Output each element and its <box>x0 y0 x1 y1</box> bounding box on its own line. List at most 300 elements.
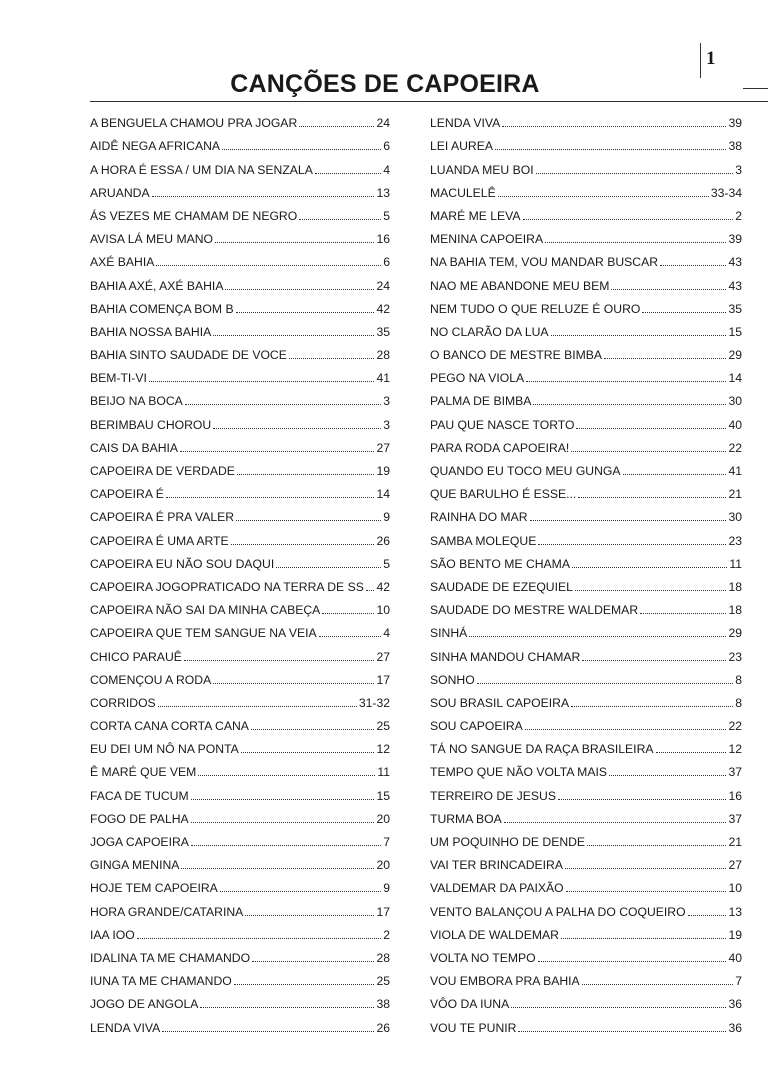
dot-leader <box>166 497 375 498</box>
song-title: VOU TE PUNIR <box>430 1020 517 1035</box>
index-entry <box>90 362 390 385</box>
index-entry <box>90 571 390 594</box>
dot-leader <box>213 428 381 429</box>
index-entry <box>430 617 742 640</box>
page-ref: 2 <box>735 208 742 223</box>
song-title: JOGA CAPOEIRA <box>90 835 189 849</box>
page-ref: 28 <box>376 348 390 363</box>
page-ref: 14 <box>376 487 390 502</box>
song-title: A HORA É ESSA / UM DIA NA SENZALA <box>90 162 313 177</box>
dot-leader <box>299 219 381 220</box>
song-title: SAUDADE DO MESTRE WALDEMAR <box>430 603 639 618</box>
dot-leader <box>561 938 727 939</box>
page-ref: 42 <box>376 301 390 316</box>
song-title: FACA DE TUCUM <box>90 788 189 803</box>
page-ref: 42 <box>376 579 390 594</box>
dot-leader <box>533 404 726 405</box>
index-entry <box>430 571 742 594</box>
index-entry <box>430 107 742 130</box>
dot-leader <box>572 567 727 568</box>
song-title: NEM TUDO O QUE RELUZE É OURO <box>430 301 641 316</box>
song-title: BERIMBAU CHOROU <box>90 417 212 432</box>
song-title: ÁS VEZES ME CHAMAM DE NEGRO <box>90 208 298 223</box>
song-title: AXÉ BAHIA <box>90 255 155 270</box>
dot-leader <box>604 358 726 359</box>
song-title: PEGO NA VIOLA <box>430 371 525 386</box>
index-entry <box>430 223 742 246</box>
index-entry <box>430 919 742 942</box>
index-entry <box>430 640 742 663</box>
song-title: VOLTA NO TEMPO <box>430 950 536 965</box>
song-title: QUE BARULHO É ESSE... <box>430 487 577 502</box>
index-entry <box>430 339 742 362</box>
song-title: BAHIA NOSSA BAHIA <box>90 324 212 339</box>
song-title: A BENGUELA CHAMOU PRA JOGAR <box>90 116 298 131</box>
page-ref: 40 <box>728 950 742 965</box>
song-title: CAPOEIRA É PRA VALER <box>90 510 235 525</box>
song-title: O BANCO DE MESTRE BIMBA <box>430 348 603 363</box>
song-title: AIDÊ NEGA AFRICANA <box>90 139 221 154</box>
song-title: HORA GRANDE/CATARINA <box>90 904 244 919</box>
song-title: SONHO <box>430 672 475 687</box>
page-ref: 7 <box>383 835 390 849</box>
dot-leader <box>575 590 727 591</box>
song-title: SAUDADE DE EZEQUIEL <box>430 579 573 594</box>
song-title: SOU CAPOEIRA <box>430 719 523 734</box>
dot-leader <box>525 729 727 730</box>
dot-leader <box>225 289 374 290</box>
index-entry <box>430 269 742 292</box>
dot-leader <box>222 149 381 150</box>
index-entry <box>90 849 390 872</box>
index-entry <box>430 501 742 524</box>
page-number-rule <box>743 88 768 89</box>
index-entry <box>90 895 390 918</box>
page-ref: 39 <box>728 116 742 131</box>
page-ref: 36 <box>728 997 742 1012</box>
song-title: VOU EMBORA PRA BAHIA <box>430 974 580 989</box>
dot-leader <box>162 1031 374 1032</box>
index-entry <box>90 640 390 663</box>
index-entry <box>90 617 390 640</box>
page-ref: 10 <box>376 603 390 618</box>
index-column-right <box>430 107 742 1035</box>
song-title: TEMPO QUE NÃO VOLTA MAIS <box>430 765 607 780</box>
page-ref: 27 <box>376 440 390 455</box>
dot-leader <box>498 196 709 197</box>
page-ref: 37 <box>728 765 742 780</box>
page-ref: 23 <box>728 649 742 664</box>
song-title: PAU QUE NASCE TORTO <box>430 417 575 432</box>
song-title: CORTA CANA CORTA CANA <box>90 719 249 734</box>
song-title: LEI AUREA <box>430 139 493 154</box>
dot-leader <box>191 822 375 823</box>
song-title: MARÉ ME LEVA <box>430 208 521 223</box>
index-entry <box>90 385 390 408</box>
dot-leader <box>213 335 374 336</box>
song-title: TÁ NO SANGUE DA RAÇA BRASILEIRA <box>430 742 654 757</box>
page-ref: 21 <box>728 835 742 849</box>
dot-leader <box>220 891 381 892</box>
dot-leader <box>156 265 381 266</box>
dot-leader <box>185 404 381 405</box>
index-entry <box>430 385 742 408</box>
page-ref: 29 <box>728 626 742 641</box>
song-title: RAINHA DO MAR <box>430 510 528 525</box>
dot-leader <box>469 636 726 637</box>
page-ref: 13 <box>728 904 742 919</box>
page-ref: 25 <box>376 974 390 989</box>
song-title: SOU BRASIL CAPOEIRA <box>430 695 570 710</box>
song-title: MACULELÊ <box>430 185 496 200</box>
page-ref: 27 <box>376 649 390 664</box>
song-title: HOJE TEM CAPOEIRA <box>90 881 218 896</box>
index-column-left <box>90 107 390 1035</box>
index-entry <box>430 756 742 779</box>
dot-leader <box>181 868 374 869</box>
page-ref: 17 <box>376 672 390 687</box>
index-entry <box>90 524 390 547</box>
dot-leader <box>315 173 381 174</box>
dot-leader <box>477 683 734 684</box>
dot-leader <box>538 961 727 962</box>
page-ref: 28 <box>376 950 390 965</box>
index-entry <box>90 269 390 292</box>
song-title: UM POQUINHO DE DENDE <box>430 835 586 849</box>
song-title: CAPOEIRA JOGOPRATICADO NA TERRA DE SS <box>90 579 364 594</box>
dot-leader <box>191 845 381 846</box>
song-title: TERREIRO DE JESUS <box>430 788 556 803</box>
page-ref: 23 <box>728 533 742 548</box>
dot-leader <box>276 567 381 568</box>
page-ref: 8 <box>735 695 742 710</box>
page-ref: 22 <box>728 719 742 734</box>
song-title: CAPOEIRA É <box>90 487 164 502</box>
index-entry <box>430 432 742 455</box>
dot-leader <box>299 126 374 127</box>
song-title: SINHA MANDOU CHAMAR <box>430 649 581 664</box>
page-ref: 10 <box>728 881 742 896</box>
index-entry <box>90 826 390 849</box>
index-entry <box>90 153 390 176</box>
dot-leader <box>530 520 727 521</box>
index-entry <box>90 130 390 153</box>
index-entry <box>430 177 742 200</box>
dot-leader <box>538 544 726 545</box>
dot-leader <box>536 173 734 174</box>
index-entry <box>430 849 742 872</box>
song-title: VENTO BALANÇOU A PALHA DO COQUEIRO <box>430 904 686 919</box>
index-entry <box>90 246 390 269</box>
dot-leader <box>137 938 382 939</box>
song-title: SAMBA MOLEQUE <box>430 533 537 548</box>
dot-leader <box>289 358 375 359</box>
song-title: NO CLARÃO DA LUA <box>430 324 549 339</box>
page-ref: 6 <box>383 255 390 270</box>
page-ref: 16 <box>376 232 390 247</box>
song-title: IAA IOO <box>90 927 135 942</box>
page-ref: 30 <box>728 510 742 525</box>
song-title: CHICO PARAUÊ <box>90 649 182 664</box>
index-entry <box>90 756 390 779</box>
song-title: AVISA LÁ MEU MANO <box>90 232 214 247</box>
page-ref: 18 <box>728 579 742 594</box>
song-title: LUANDA MEU BOI <box>430 162 534 177</box>
page-ref: 33-34 <box>710 185 742 200</box>
song-title: NA BAHIA TEM, VOU MANDAR BUSCAR <box>430 255 658 270</box>
dot-leader <box>587 845 726 846</box>
song-title: IUNA TA ME CHAMANDO <box>90 974 232 989</box>
index-entry <box>430 153 742 176</box>
dot-leader <box>322 613 374 614</box>
index-entry <box>90 501 390 524</box>
index-entry <box>430 1011 742 1034</box>
index-entry <box>430 455 742 478</box>
page-ref: 15 <box>728 324 742 339</box>
index-entry <box>90 200 390 223</box>
page-ref: 9 <box>383 881 390 896</box>
dot-leader <box>565 868 726 869</box>
index-entry <box>90 316 390 339</box>
index-entry <box>430 664 742 687</box>
dot-leader <box>518 1031 726 1032</box>
page-ref: 15 <box>376 788 390 803</box>
index-entry <box>90 1011 390 1034</box>
page-ref: 39 <box>728 232 742 247</box>
index-entry <box>90 919 390 942</box>
page-ref: 41 <box>376 371 390 386</box>
index-entry <box>430 803 742 826</box>
page-ref: 41 <box>728 464 742 478</box>
page-ref: 9 <box>383 510 390 525</box>
index-entry <box>90 988 390 1011</box>
song-title: CAPOEIRA QUE TEM SANGUE NA VEIA <box>90 626 317 641</box>
page-ref: 16 <box>728 788 742 803</box>
index-entry <box>430 594 742 617</box>
index-entry <box>90 177 390 200</box>
dot-leader <box>640 613 726 614</box>
index-entry <box>430 942 742 965</box>
song-title: BAHIA COMENÇA BOM B <box>90 301 234 316</box>
song-title: IDALINA TA ME CHAMANDO <box>90 950 251 965</box>
page-ref: 3 <box>735 162 742 177</box>
index-entry <box>90 478 390 501</box>
dot-leader <box>523 219 734 220</box>
song-title: JOGO DE ANGOLA <box>90 997 199 1012</box>
page-ref: 24 <box>376 278 390 293</box>
dot-leader <box>576 428 726 429</box>
dot-leader <box>526 381 726 382</box>
song-title: BAHIA AXÉ, AXÉ BAHIA <box>90 278 224 293</box>
song-title: CAPOEIRA DE VERDADE <box>90 464 235 478</box>
index-entry <box>430 988 742 1011</box>
dot-leader <box>198 775 375 776</box>
page-ref: 12 <box>376 742 390 757</box>
page-ref: 8 <box>735 672 742 687</box>
dot-leader <box>656 752 727 753</box>
page-ref: 21 <box>728 487 742 502</box>
dot-leader <box>545 242 726 243</box>
page-ref: 17 <box>376 904 390 919</box>
page-ref: 13 <box>376 185 390 200</box>
dot-leader <box>200 1007 374 1008</box>
index-entry <box>430 826 742 849</box>
dot-leader <box>688 915 727 916</box>
page-ref: 37 <box>728 811 742 826</box>
page-ref: 7 <box>735 974 742 989</box>
song-title: PARA RODA CAPOEIRA! <box>430 440 570 455</box>
dot-leader <box>609 775 726 776</box>
page-ref: 31-32 <box>358 695 390 710</box>
page-ref: 12 <box>728 742 742 757</box>
page-ref: 25 <box>376 719 390 734</box>
song-title: VÔO DA IUNA <box>430 997 510 1012</box>
index-entry <box>90 408 390 431</box>
page-ref: 24 <box>376 116 390 131</box>
dot-leader <box>245 915 374 916</box>
dot-leader <box>237 474 375 475</box>
index-entry <box>90 733 390 756</box>
page-ref: 5 <box>383 208 390 223</box>
page-ref: 38 <box>728 139 742 154</box>
page-ref: 35 <box>728 301 742 316</box>
index-entry <box>90 548 390 571</box>
dot-leader <box>571 451 726 452</box>
title-underline <box>90 101 768 102</box>
index-entry <box>90 965 390 988</box>
index-entry <box>430 895 742 918</box>
song-title: Ê MARÉ QUE VEM <box>90 765 197 780</box>
index-entry <box>430 710 742 733</box>
dot-leader <box>623 474 727 475</box>
song-title: ARUANDA <box>90 185 150 200</box>
dot-leader <box>582 984 734 985</box>
index-entry <box>430 478 742 501</box>
song-title: BEIJO NA BOCA <box>90 394 183 409</box>
song-title: COMENÇOU A RODA <box>90 672 212 687</box>
page-number-divider <box>700 43 701 78</box>
song-title: FOGO DE PALHA <box>90 811 189 826</box>
index-entry <box>430 548 742 571</box>
song-title: BEM-TI-VI <box>90 371 147 386</box>
page-ref: 40 <box>728 417 742 432</box>
dot-leader <box>495 149 726 150</box>
song-title: BAHIA SINTO SAUDADE DE VOCE <box>90 348 287 363</box>
song-title: CAPOEIRA NÃO SAI DA MINHA CABEÇA <box>90 603 321 618</box>
dot-leader <box>158 706 357 707</box>
page-ref: 35 <box>376 324 390 339</box>
song-title: CORRIDOS <box>90 695 156 710</box>
dot-leader <box>571 706 733 707</box>
dot-leader <box>191 799 375 800</box>
index-entry <box>430 316 742 339</box>
index-entry <box>90 293 390 316</box>
dot-leader <box>215 242 374 243</box>
dot-leader <box>234 984 375 985</box>
dot-leader <box>511 1007 726 1008</box>
dot-leader <box>558 799 726 800</box>
index-entry <box>90 455 390 478</box>
page-ref: 3 <box>383 394 390 409</box>
index-entry <box>90 872 390 895</box>
index-entry <box>90 942 390 965</box>
dot-leader <box>319 636 382 637</box>
song-title: SINHÁ <box>430 626 468 641</box>
song-title: VIOLA DE WALDEMAR <box>430 927 559 942</box>
page-ref: 6 <box>383 139 390 154</box>
page-ref: 3 <box>383 417 390 432</box>
page-ref: 20 <box>376 858 390 873</box>
index-entry <box>90 779 390 802</box>
page-ref: 22 <box>728 440 742 455</box>
page-ref: 14 <box>728 371 742 386</box>
index-entry <box>430 965 742 988</box>
index-entry <box>430 293 742 316</box>
index-entry <box>90 664 390 687</box>
song-title: CAPOEIRA É UMA ARTE <box>90 533 229 548</box>
index-entry <box>430 872 742 895</box>
index-entry <box>430 687 742 710</box>
song-title: VALDEMAR DA PAIXÃO <box>430 881 564 896</box>
page-ref: 4 <box>383 162 390 177</box>
song-title: TURMA BOA <box>430 811 502 826</box>
dot-leader <box>152 196 375 197</box>
page-ref: 19 <box>376 464 390 478</box>
dot-leader <box>149 381 375 382</box>
page-ref: 11 <box>377 765 390 780</box>
dot-leader <box>236 312 375 313</box>
dot-leader <box>180 451 374 452</box>
index-entry <box>430 408 742 431</box>
page-title: CANÇÕES DE CAPOEIRA <box>230 70 540 98</box>
song-title: QUANDO EU TOCO MEU GUNGA <box>430 464 621 478</box>
index-entry <box>430 779 742 802</box>
index-entry <box>90 687 390 710</box>
index-entry <box>430 733 742 756</box>
page-ref: 27 <box>728 858 742 873</box>
dot-leader <box>236 520 381 521</box>
song-title: VAI TER BRINCADEIRA <box>430 858 563 873</box>
song-title: PALMA DE BIMBA <box>430 394 532 409</box>
song-title: NAO ME ABANDONE MEU BEM <box>430 278 610 293</box>
page-ref: 18 <box>728 603 742 618</box>
song-title: EU DEI UM NÔ NA PONTA <box>90 742 239 757</box>
page-ref: 20 <box>376 811 390 826</box>
dot-leader <box>252 961 374 962</box>
dot-leader <box>251 729 375 730</box>
page-ref: 26 <box>376 533 390 548</box>
song-title: MENINA CAPOEIRA <box>430 232 544 247</box>
page-ref: 11 <box>729 556 742 571</box>
dot-leader <box>184 660 375 661</box>
dot-leader <box>566 891 727 892</box>
dot-leader <box>611 289 726 290</box>
index-entry <box>90 710 390 733</box>
dot-leader <box>241 752 375 753</box>
page-ref: 26 <box>376 1020 390 1035</box>
index-entry <box>430 524 742 547</box>
index-entry <box>90 339 390 362</box>
index-entry <box>430 130 742 153</box>
page-ref: 4 <box>383 626 390 641</box>
page-ref: 43 <box>728 255 742 270</box>
page-number: 1 <box>706 48 716 69</box>
page-ref: 36 <box>728 1020 742 1035</box>
song-title: LENDA VIVA <box>90 1020 161 1035</box>
song-title: LENDA VIVA <box>430 116 501 131</box>
dot-leader <box>366 590 375 591</box>
index-entry <box>90 223 390 246</box>
